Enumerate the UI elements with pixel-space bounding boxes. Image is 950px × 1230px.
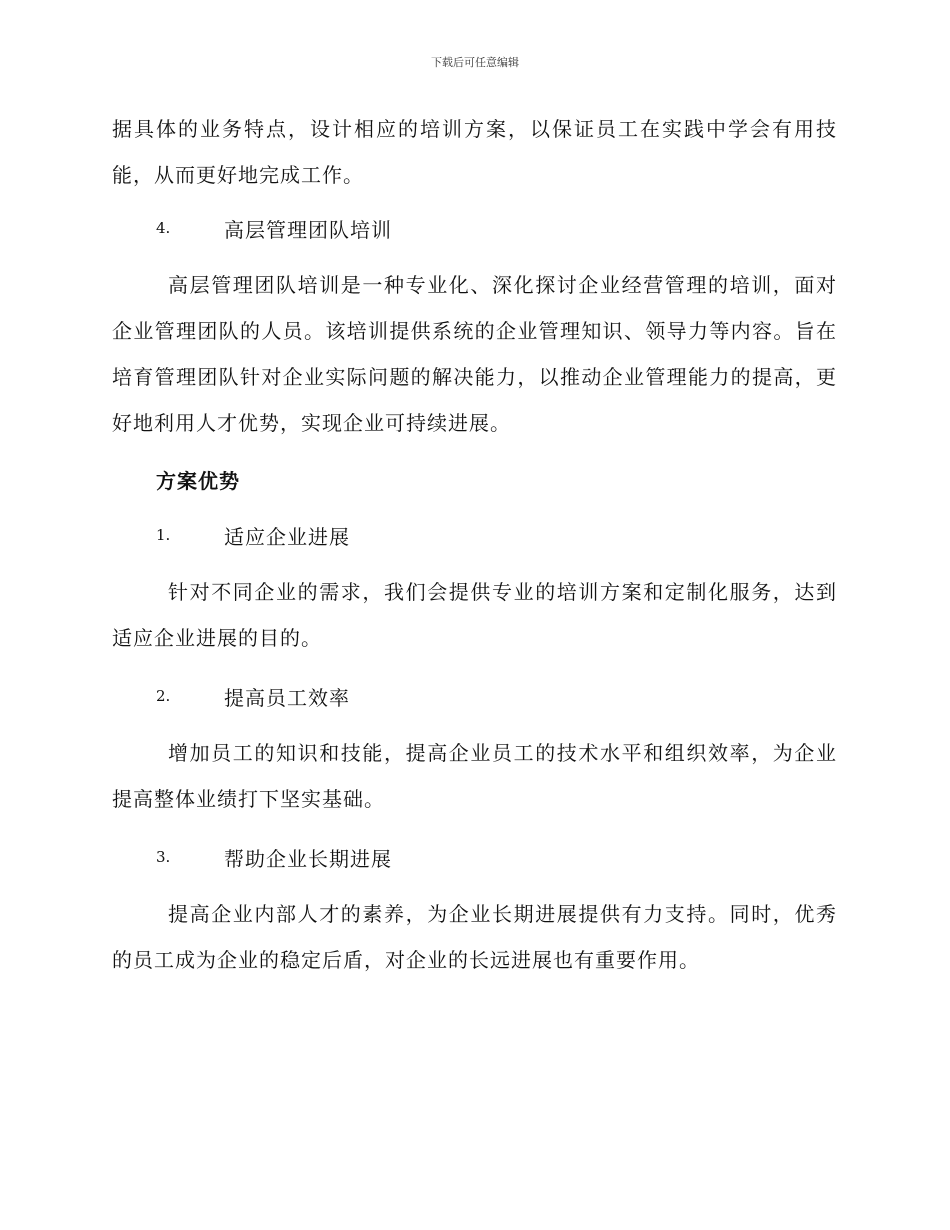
advantage-3-title: 帮助企业长期进展 — [224, 846, 392, 871]
intro-continuation-paragraph: 据具体的业务特点，设计相应的培训方案，以保证员工在实践中学会有用技能，从而更好地完成工作。 — [112, 117, 837, 187]
advantage-2-title: 提高员工效率 — [224, 685, 350, 710]
advantage-3-heading — [112, 834, 837, 880]
item-4-number: 4. — [156, 219, 171, 237]
advantage-2-heading — [112, 673, 837, 719]
advantage-1-body: 针对不同企业的需求，我们会提供专业的培训方案和定制化服务，达到适应企业进展的目的。 — [112, 580, 837, 650]
item-4-body: 高层管理团队培训是一种专业化、深化探讨企业经营管理的培训，面对企业管理团队的人员。该培训提供系统的企业管理知识、领导力等内容。旨在培育管理团队针对企业实际问题的解决能力，以推动企业管理能力的提高，更好地利用人才优势，实现企业可持续进展。 — [112, 273, 837, 435]
section-heading-advantages: 方案优势 — [156, 469, 240, 493]
document-body — [112, 106, 837, 983]
advantage-2-body: 增加员工的知识和技能，提高企业员工的技术水平和组织效率，为企业提高整体业绩打下坚实基础。 — [112, 741, 837, 811]
page-header-note: 下载后可任意编辑 — [431, 56, 519, 69]
item-4-heading — [112, 205, 837, 251]
advantage-1-number: 1. — [156, 526, 171, 544]
advantage-1-heading — [112, 512, 837, 558]
advantage-3-body: 提高企业内部人才的素养，为企业长期进展提供有力支持。同时，优秀的员工成为企业的稳定后盾，对企业的长远进展也有重要作用。 — [112, 902, 837, 972]
advantage-2-number: 2. — [156, 687, 171, 705]
advantage-3-number: 3. — [156, 848, 171, 866]
item-4-title: 高层管理团队培训 — [224, 217, 392, 242]
advantage-1-title: 适应企业进展 — [224, 524, 350, 549]
